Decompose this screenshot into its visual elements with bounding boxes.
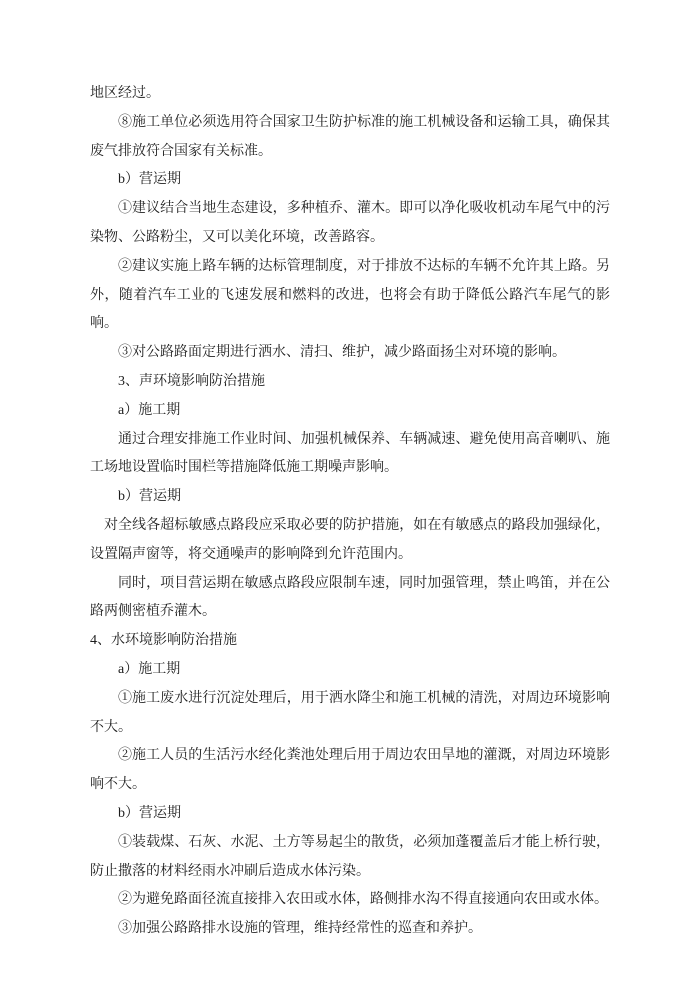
- sub-heading: b）营运期: [118, 489, 181, 505]
- paragraph: ③加强公路路排水设施的管理，维持经常性的巡查和养护。: [118, 921, 482, 937]
- paragraph: 通过合理安排施工作业时间、加强机械保养、车辆减速、避免使用高音喇叭、施工场地设置临时围栏等措施降低施工期噪声影响。: [90, 431, 610, 476]
- paragraph: ③对公路路面定期进行洒水、清扫、维护，减少路面扬尘对环境的影响。: [118, 345, 566, 361]
- section-heading: 3、声环境影响防治措施: [118, 373, 265, 389]
- paragraph: ①装载煤、石灰、水泥、土方等易起尘的散货，必须加蓬覆盖后才能上桥行驶，防止撒落的材料经雨水冲刷后造成水体污染。: [90, 834, 610, 879]
- document-body: [90, 80, 610, 944]
- paragraph: ①施工废水进行沉淀处理后，用于洒水降尘和施工机械的清洗，对周边环境影响不大。: [90, 690, 610, 735]
- paragraph: 地区经过。: [90, 86, 160, 101]
- paragraph: 同时，项目营运期在敏感点路段应限制车速，同时加强管理，禁止鸣笛，并在公路两侧密植乔灌木。: [90, 575, 610, 620]
- sub-heading: b）营运期: [118, 172, 181, 188]
- paragraph: ②为避免路面径流直接排入农田或水体，路侧排水沟不得直接通向农田或水体。: [118, 892, 608, 908]
- paragraph: ①建议结合当地生态建设，多种植乔、灌木。即可以净化吸收机动车尾气中的污染物、公路粉尘，又可以美化环境，改善路容。: [90, 201, 610, 245]
- sub-heading: b）营运期: [118, 805, 181, 821]
- section-heading: 4、水环境影响防治措施: [90, 633, 237, 649]
- paragraph: ②施工人员的生活污水经化粪池处理后用于周边农田旱地的灌溉，对周边环境影响不大。: [90, 748, 610, 793]
- sub-heading: a）施工期: [118, 402, 181, 418]
- paragraph: ②建议实施上路车辆的达标管理制度，对于排放不达标的车辆不允许其上路。另外，随着汽车工业的飞速发展和燃料的改进，也将会有助于降低公路汽车尾气的影响。: [90, 258, 610, 332]
- paragraph: ⑧施工单位必须选用符合国家卫生防护标准的施工机械设备和运输工具，确保其废气排放符合国家有关标准。: [90, 114, 610, 159]
- paragraph: 对全线各超标敏感点路段应采取必要的防护措施，如在有敏感点的路段加强绿化，设置隔声窗等，将交通噪声的影响降到允许范围内。: [90, 517, 610, 562]
- sub-heading: a）施工期: [118, 661, 181, 677]
